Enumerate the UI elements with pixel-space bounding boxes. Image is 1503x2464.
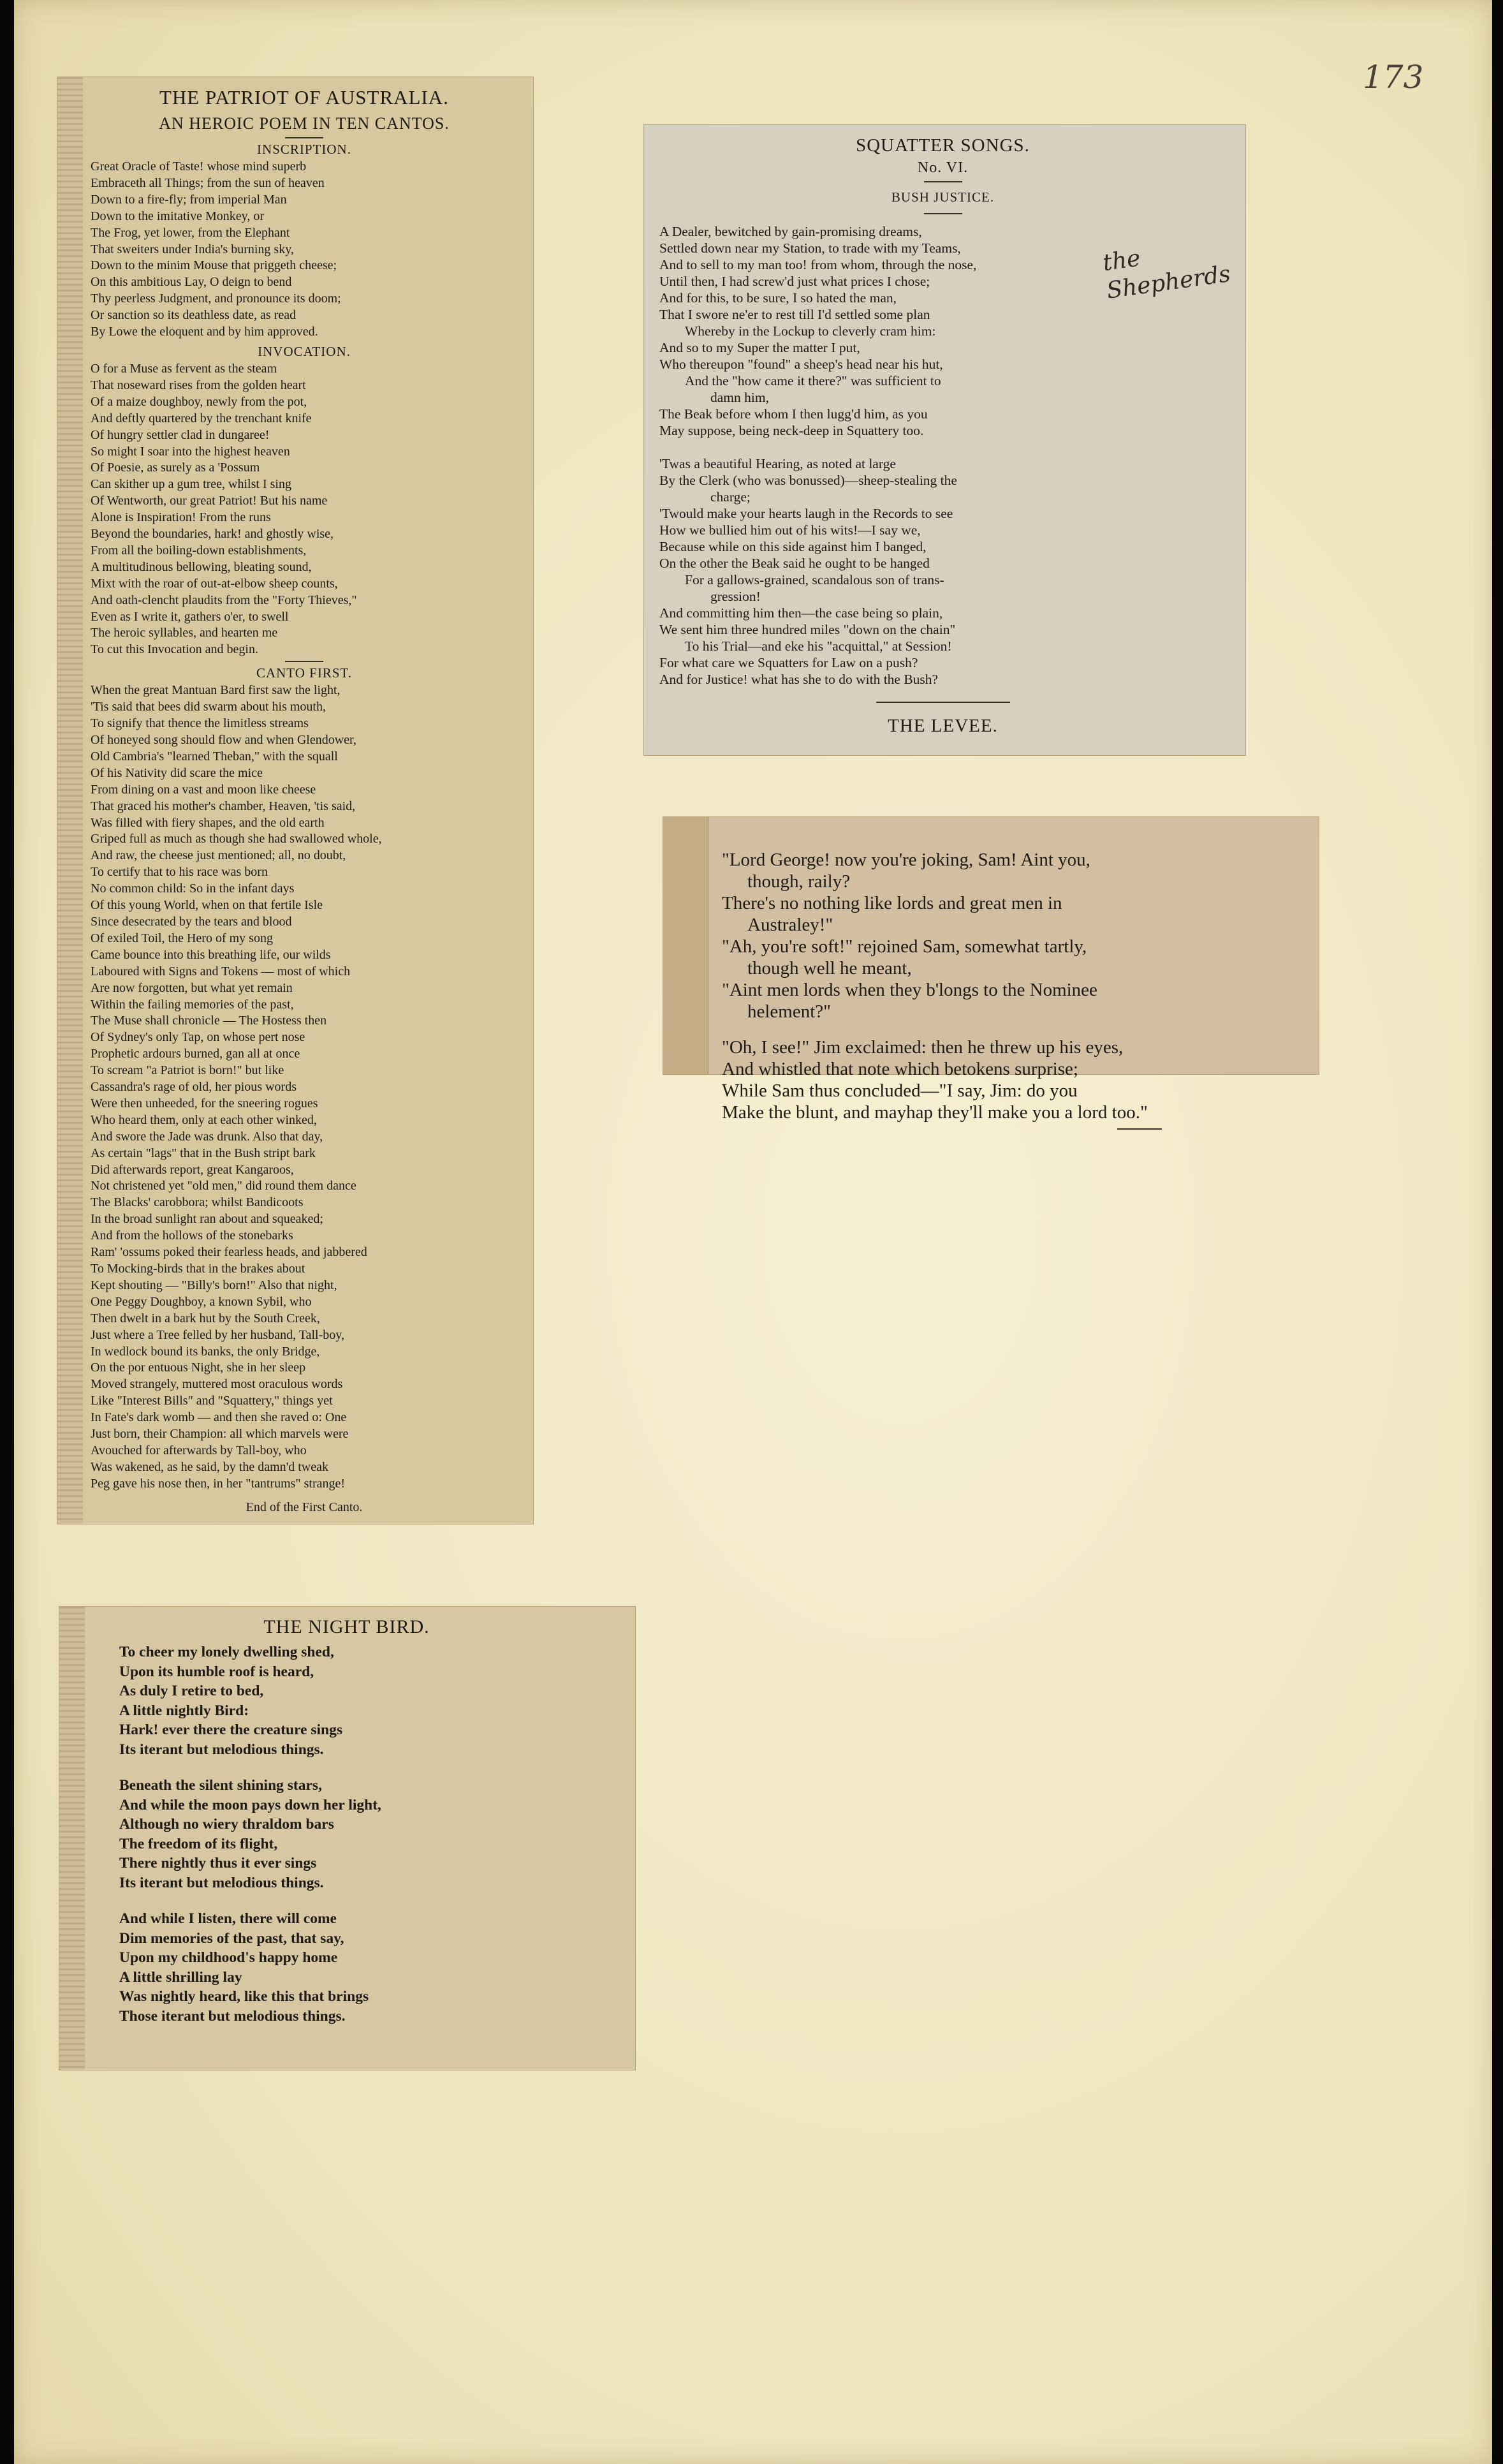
poem-line: though, raily? — [747, 871, 851, 892]
poem-line: Prophetic ardours burned, gan all at once — [91, 1047, 300, 1061]
poem-line: May suppose, being neck-deep in Squattery too. — [659, 423, 924, 438]
poem-line: To his Trial—and eke his "acquittal," at Session! — [685, 638, 952, 654]
poem-line: To scream "a Patriot is born!" but like — [91, 1063, 284, 1078]
poem-line: Was nightly heard, like this that brings — [119, 1988, 369, 2005]
poem-line: Down to a fire-fly; from imperial Man — [91, 192, 287, 207]
poem-line: damn him, — [710, 390, 769, 405]
stanza — [119, 1909, 625, 2026]
poem-line: Hark! ever there the creature sings — [119, 1722, 343, 1738]
poem-line: Dim memories of the past, that say, — [119, 1929, 344, 1947]
poem-line: Since desecrated by the tears and blood — [91, 914, 292, 929]
blank-line — [119, 1892, 625, 1909]
poem-line: Are now forgotten, but what yet remain — [91, 980, 293, 995]
poem-line: So might I soar into the highest heaven — [91, 444, 290, 459]
poem-line: And for this, to be sure, I so hated the man, — [659, 290, 897, 306]
poem-number: No. VI. — [917, 159, 969, 176]
poem-title: SQUATTER SONGS. — [856, 135, 1030, 156]
poem-line: Of a maize doughboy, newly from the pot, — [91, 394, 307, 409]
poem-line: And from the hollows of the stonebarks — [91, 1228, 293, 1243]
poem-line: The Blacks' carobbora; whilst Bandicoots — [91, 1195, 304, 1210]
section-heading: INSCRIPTION. — [257, 142, 351, 157]
poem-line: To cheer my lonely dwelling shed, — [119, 1644, 334, 1660]
handwritten-margin-note: the Shepherds — [1101, 245, 1233, 304]
poem-title: THE PATRIOT OF AUSTRALIA. — [159, 86, 449, 108]
poem-line: To cut this Invocation and begin. — [91, 642, 258, 657]
poem-line: Mixt with the roar of out-at-elbow sheep counts, — [91, 576, 338, 591]
invocation-text — [91, 361, 518, 658]
poem-line: And so to my Super the matter I put, — [659, 340, 860, 355]
poem-line: No common child: So in the infant days — [91, 882, 295, 896]
poem-line: That I swore ne'er to rest till I'd settled some plan — [659, 307, 930, 322]
poem-line: While Sam thus concluded—"I say, Jim: do you — [722, 1081, 1078, 1101]
poem-line: Old Cambria's "learned Theban," with the squall — [91, 749, 338, 764]
poem-line: And whistled that note which betokens surprise; — [722, 1059, 1078, 1079]
poem-line: The freedom of its flight, — [119, 1835, 278, 1852]
poem-line: Of this young World, when on that fertile Isle — [91, 898, 323, 913]
poem-line: As duly I retire to bed, — [119, 1683, 264, 1699]
blank-line — [659, 439, 1226, 455]
poem-line: Upon its humble roof is heard, — [119, 1663, 314, 1680]
poem-line: Great Oracle of Taste! whose mind superb — [91, 159, 307, 173]
poem-line: Can skither up a gum tree, whilst I sing — [91, 477, 291, 492]
section-rule — [285, 661, 323, 662]
poem-line: On the por entuous Night, she in her sleep — [91, 1361, 306, 1375]
poem-line: Was filled with fiery shapes, and the old earth — [91, 815, 325, 830]
poem-line: 'Tis said that bees did swarm about his mouth, — [91, 700, 326, 714]
poem-line: charge; — [710, 489, 751, 505]
poem-line: Down to the imitative Monkey, or — [91, 209, 264, 223]
poem-line: From all the boiling-down establishments, — [91, 543, 307, 557]
section-heading: BUSH JUSTICE. — [891, 189, 995, 205]
poem-line: From dining on a vast and moon like cheese — [91, 782, 316, 797]
poem-line: Of his Nativity did scare the mice — [91, 765, 263, 780]
poem-line: Who thereupon "found" a sheep's head near his hut, — [659, 357, 943, 372]
poem-line: Just born, their Champion: all which marvels were — [91, 1427, 349, 1442]
poem-line: A Dealer, bewitched by gain-promising dreams, — [659, 224, 922, 239]
poem-line: "Lord George! now you're joking, Sam! Aint you, — [722, 850, 1090, 870]
poem-line: We sent him three hundred miles "down on the chain" — [659, 622, 956, 637]
poem-line: For what care we Squatters for Law on a push? — [659, 655, 918, 670]
poem-line: Peg gave his nose then, in her "tantrums" strange! — [91, 1476, 346, 1491]
poem-line: A little nightly Bird: — [119, 1702, 249, 1719]
poem-line: Kept shouting — "Billy's born!" Also that night, — [91, 1278, 337, 1292]
poem-line: And deftly quartered by the trenchant knife — [91, 411, 312, 425]
poem-line: And while I listen, there will come — [119, 1910, 337, 1927]
poem-line: On this ambitious Lay, O deign to bend — [91, 275, 292, 290]
poem-line: One Peggy Doughboy, a known Sybil, who — [91, 1294, 312, 1309]
poem-line: Upon my childhood's happy home — [119, 1949, 338, 1966]
poem-line: To signify that thence the limitless streams — [91, 716, 309, 731]
poem-line: Griped full as much as though she had swallowed whole, — [91, 832, 382, 846]
poem-line: Beneath the silent shining stars, — [119, 1777, 322, 1794]
poem-line: Avouched for afterwards by Tall-boy, who — [91, 1443, 307, 1457]
poem-line: Of Wentworth, our great Patriot! But his name — [91, 494, 328, 508]
stanza-gap — [659, 439, 1226, 455]
dialogue-text — [722, 849, 1307, 1123]
poem-line: As certain "lags" that in the Bush stript bark — [91, 1146, 316, 1160]
stanza — [659, 455, 1226, 688]
subhead-rule — [924, 213, 962, 214]
poem-line: And while the moon pays down her light, — [119, 1796, 381, 1813]
blank-line — [722, 1022, 1307, 1037]
poem-line: And oath-clencht plaudits from the "Forty Thieves," — [91, 593, 357, 607]
poem-line: Of Sydney's only Tap, on whose pert nose — [91, 1030, 305, 1045]
poem-line: Then dwelt in a bark hut by the South Creek, — [91, 1311, 320, 1325]
poem-line: A little shrilling lay — [119, 1968, 242, 1986]
poem-line: Australey!" — [747, 915, 833, 935]
canto-text — [91, 682, 518, 1492]
poem-line: Even as I write it, gathers o'er, to swell — [91, 609, 289, 624]
poem-line: In wedlock bound its banks, the only Bridge, — [91, 1344, 320, 1359]
poem-line: Of hungry settler clad in dungaree! — [91, 427, 270, 442]
poem-line: Who heard them, only at each other winked, — [91, 1112, 317, 1127]
poem-line: Like "Interest Bills" and "Squattery," things yet — [91, 1394, 333, 1408]
poem-line: Alone is Inspiration! From the runs — [91, 510, 271, 525]
stanza — [119, 1776, 625, 1892]
poem-line: Those iterant but melodious things. — [119, 2007, 346, 2025]
poem-line: To certify that to his race was born — [91, 865, 268, 880]
clipping-dialogue — [663, 816, 1319, 1123]
title-rule — [924, 181, 962, 182]
poem-line: Beyond the boundaries, hark! and ghostly wise, — [91, 527, 334, 542]
poem-line: And committing him then—the case being so plain, — [659, 605, 943, 621]
poem-line: Until then, I had screw'd just what prices I chose; — [659, 274, 930, 289]
poem-line: There's no nothing like lords and great men in — [722, 893, 1062, 913]
closing-rule — [1117, 1128, 1162, 1130]
poem-line: Of honeyed song should flow and when Glendower, — [91, 733, 356, 747]
section-rule — [876, 702, 1010, 703]
poem-line: In the broad sunlight ran about and squeaked; — [91, 1212, 323, 1227]
poem-line: How we bullied him out of his wits!—I say we, — [659, 522, 921, 538]
poem-line: The Beak before whom I then lugg'd him, as you — [659, 406, 928, 422]
page-number: 173 — [1363, 59, 1424, 96]
title-rule — [285, 137, 323, 138]
poem-line: By Lowe the eloquent and by him approved. — [91, 325, 318, 339]
poem-line: That sweiters under India's burning sky, — [91, 242, 294, 256]
poem-line: 'Twould make your hearts laugh in the Records to see — [659, 506, 953, 521]
poem-line: The Frog, yet lower, from the Elephant — [91, 225, 290, 240]
stanza-gap — [119, 1759, 625, 1776]
scrapbook-page — [14, 0, 1492, 2464]
poem-line: "Ah, you're soft!" rejoined Sam, somewhat tartly, — [722, 936, 1087, 957]
poem-line: Thy peerless Judgment, and pronounce its doom; — [91, 291, 341, 306]
poem-line: And the "how came it there?" was sufficient to — [685, 373, 941, 388]
poem-line: Make the blunt, and mayhap they'll make you a lord too." — [722, 1102, 1148, 1123]
poem-line: O for a Muse as fervent as the steam — [91, 361, 277, 376]
poem-line: "Aint men lords when they b'longs to the Nominee — [722, 980, 1097, 1000]
stanza — [119, 1642, 625, 1759]
poem-line: Ram' 'ossums poked their fearless heads, and jabbered — [91, 1245, 367, 1260]
poem-line: The Muse shall chronicle — The Hostess then — [91, 1014, 327, 1028]
poem-line: helement?" — [747, 1001, 831, 1022]
poem-line: A multitudinous bellowing, bleating sound, — [91, 559, 312, 574]
stanza-gap — [119, 1892, 625, 1909]
poem-line: There nightly thus it ever sings — [119, 1855, 317, 1871]
poem-line: Embraceth all Things; from the sun of heaven — [91, 175, 325, 190]
poem-line: Of exiled Toil, the Hero of my song — [91, 931, 273, 945]
poem-line: By the Clerk (who was bonussed)—sheep-stealing the — [659, 473, 957, 488]
clipping-squatter-songs — [643, 124, 1246, 756]
next-poem-title: THE LEVEE. — [888, 716, 998, 736]
poem-line: Moved strangely, muttered most oraculous words — [91, 1377, 343, 1392]
poem-line: Or sanction so its deathless date, as read — [91, 308, 297, 323]
poem-line: Whereby in the Lockup to cleverly cram him: — [685, 323, 936, 339]
poem-line: When the great Mantuan Bard first saw the light, — [91, 683, 341, 698]
poem-line: On the other the Beak said he ought to be hanged — [659, 556, 930, 571]
clipping-night-bird — [59, 1606, 636, 2070]
poem-line: Came bounce into this breathing life, our wilds — [91, 947, 331, 962]
poem-line: And raw, the cheese just mentioned; all, no doubt, — [91, 848, 346, 863]
poem-line: gression! — [710, 589, 761, 604]
poem-line: Did afterwards report, great Kangaroos, — [91, 1162, 294, 1177]
poem-line: 'Twas a beautiful Hearing, as noted at large — [659, 456, 896, 471]
poem-line: Were then unheeded, for the sneering rogues — [91, 1096, 318, 1110]
poem-line: That noseward rises from the golden heart — [91, 378, 306, 392]
poem-line: Laboured with Signs and Tokens — most of which — [91, 964, 351, 978]
poem-line: Within the failing memories of the past, — [91, 997, 294, 1012]
clipping-patriot-of-australia — [57, 77, 534, 1524]
poem-line: In Fate's dark womb — and then she raved o: One — [91, 1410, 347, 1425]
poem-line: To Mocking-birds that in the brakes about — [91, 1262, 305, 1276]
poem-line: Its iterant but melodious things. — [119, 1741, 324, 1758]
end-note: End of the First Canto. — [246, 1500, 363, 1514]
poem-line: "Oh, I see!" Jim exclaimed: then he threw up his eyes, — [722, 1037, 1124, 1058]
poem-line: Because while on this side against him I banged, — [659, 539, 927, 554]
poem-line: And swore the Jade was drunk. Also that day, — [91, 1129, 323, 1144]
poem-title: THE NIGHT BIRD. — [263, 1616, 430, 1637]
poem-line: Just where a Tree felled by her husband, Tall-boy, — [91, 1327, 344, 1342]
poem-line: Although no wiery thraldom bars — [119, 1816, 334, 1833]
poem-line: That graced his mother's chamber, Heaven, 'tis said, — [91, 799, 356, 813]
section-heading: INVOCATION. — [258, 343, 351, 359]
poem-line: Its iterant but melodious things. — [119, 1874, 324, 1891]
poem-line: Settled down near my Station, to trade with my Teams, — [659, 240, 961, 256]
poem-line: The heroic syllables, and hearten me — [91, 626, 278, 640]
poem-line: Of Poesie, as surely as a 'Possum — [91, 461, 260, 475]
poem-line: though well he meant, — [747, 958, 912, 978]
poem-line: And to sell to my man too! from whom, through the nose, — [659, 257, 977, 272]
poem-line: For a gallows-grained, scandalous son of trans- — [685, 572, 944, 587]
poem-line: Down to the minim Mouse that priggeth cheese; — [91, 258, 337, 273]
poem-line: Not christened yet "old men," did round them dance — [91, 1179, 356, 1193]
section-heading: CANTO FIRST. — [256, 665, 353, 681]
blank-line — [119, 1759, 625, 1776]
poem-line: Was wakened, as he said, by the damn'd tweak — [91, 1459, 328, 1474]
poem-subtitle: AN HEROIC POEM IN TEN CANTOS. — [159, 114, 450, 133]
poem-line: Cassandra's rage of old, her pious words — [91, 1080, 297, 1095]
poem-line: And for Justice! what has she to do with the Bush? — [659, 672, 939, 687]
inscription-text — [91, 159, 518, 341]
